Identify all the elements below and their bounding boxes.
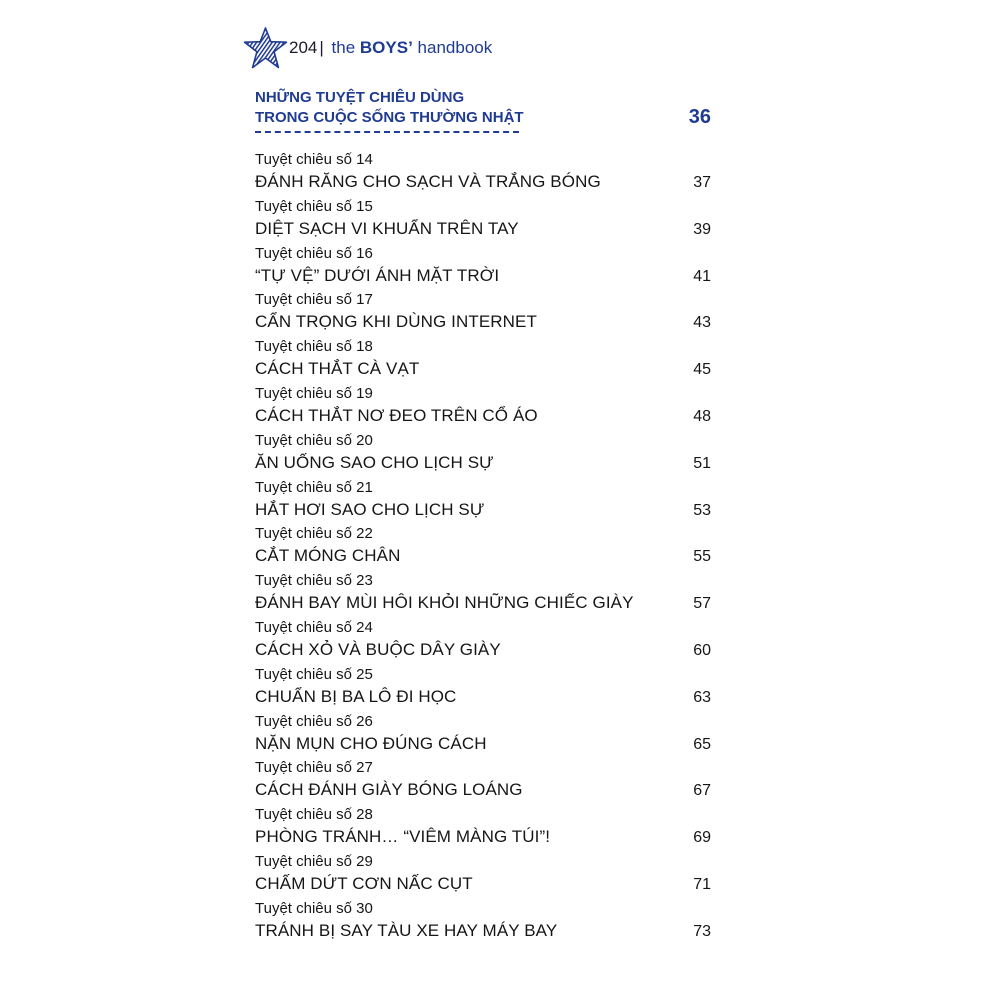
entry-title: CHẤM DỨT CƠN NẤC CỤT bbox=[255, 873, 473, 893]
entry-label: Tuyệt chiêu số 18 bbox=[255, 338, 373, 356]
toc-entry bbox=[255, 571, 711, 618]
entry-page-number: 39 bbox=[693, 220, 711, 238]
toc-list bbox=[255, 150, 711, 946]
entry-title: CHUẨN BỊ BA LÔ ĐI HỌC bbox=[255, 686, 457, 706]
toc-entry bbox=[255, 758, 711, 805]
section-title-line1: NHỮNG TUYỆT CHIÊU DÙNG bbox=[255, 89, 465, 106]
entry-page-number: 57 bbox=[693, 595, 711, 613]
toc-entry bbox=[255, 618, 711, 665]
entry-page-number: 67 bbox=[693, 782, 711, 800]
entry-title: ĂN UỐNG SAO CHO LỊCH SỰ bbox=[255, 452, 494, 472]
header-title-bold: BOYS’ bbox=[359, 38, 413, 57]
star-icon bbox=[243, 27, 288, 71]
entry-label: Tuyệt chiêu số 23 bbox=[255, 572, 373, 590]
entry-page-number: 41 bbox=[693, 267, 711, 285]
entry-page-number: 63 bbox=[693, 688, 711, 706]
toc-entry bbox=[255, 337, 711, 384]
section-page-number: 36 bbox=[688, 106, 711, 128]
entry-label: Tuyệt chiêu số 20 bbox=[255, 431, 373, 449]
toc-entry bbox=[255, 244, 711, 291]
entry-title: CÁCH ĐÁNH GIÀY BÓNG LOÁNG bbox=[255, 780, 523, 800]
entry-label: Tuyệt chiêu số 24 bbox=[255, 618, 373, 636]
entry-label: Tuyệt chiêu số 27 bbox=[255, 759, 373, 777]
entry-label: Tuyệt chiêu số 30 bbox=[255, 899, 373, 917]
entry-page-number: 51 bbox=[693, 454, 711, 472]
entry-title: ĐÁNH RĂNG CHO SẠCH VÀ TRẮNG BÓNG bbox=[255, 172, 601, 191]
toc-entry bbox=[255, 852, 711, 899]
header-page-number: 204 bbox=[289, 38, 318, 57]
entry-label: Tuyệt chiêu số 26 bbox=[255, 712, 373, 730]
entry-title: NẶN MỤN CHO ĐÚNG CÁCH bbox=[255, 733, 487, 753]
toc-entry bbox=[255, 384, 711, 431]
toc-entry bbox=[255, 712, 711, 759]
section-heading bbox=[255, 88, 524, 128]
toc-entry bbox=[255, 665, 711, 712]
header-title-prefix: the bbox=[331, 38, 356, 57]
entry-title: CÁCH XỎ VÀ BUỘC DÂY GIÀY bbox=[255, 639, 501, 659]
entry-page-number: 69 bbox=[693, 829, 711, 847]
entry-title: HẮT HƠI SAO CHO LỊCH SỰ bbox=[255, 499, 485, 519]
entry-title: CÁCH THẮT CÀ VẠT bbox=[255, 359, 420, 379]
entry-title: “TỰ VỆ” DƯỚI ÁNH MẶT TRỜI bbox=[255, 265, 500, 285]
toc-entry bbox=[255, 478, 711, 525]
entry-page-number: 37 bbox=[693, 174, 711, 191]
entry-title: CẨN TRỌNG KHI DÙNG INTERNET bbox=[255, 312, 537, 332]
entry-label: Tuyệt chiêu số 15 bbox=[255, 197, 373, 215]
heading-dashed-rule bbox=[255, 131, 519, 133]
toc-entry bbox=[255, 431, 711, 478]
entry-page-number: 43 bbox=[693, 314, 711, 332]
entry-title: PHÒNG TRÁNH… “VIÊM MÀNG TÚI”! bbox=[255, 827, 551, 847]
entry-page-number: 65 bbox=[693, 735, 711, 753]
entry-label: Tuyệt chiêu số 25 bbox=[255, 665, 373, 683]
entry-label: Tuyệt chiêu số 21 bbox=[255, 478, 373, 496]
entry-label: Tuyệt chiêu số 17 bbox=[255, 291, 373, 309]
toc-entry bbox=[255, 150, 711, 197]
entry-label: Tuyệt chiêu số 14 bbox=[255, 151, 373, 168]
entry-page-number: 73 bbox=[693, 922, 711, 940]
toc-entry bbox=[255, 290, 711, 337]
toc-entry bbox=[255, 805, 711, 852]
toc-entry bbox=[255, 899, 711, 946]
running-header bbox=[289, 37, 492, 59]
entry-title: ĐÁNH BAY MÙI HÔI KHỎI NHỮNG CHIẾC GIÀY bbox=[255, 593, 634, 613]
section-title-line2: TRONG CUỘC SỐNG THƯỜNG NHẬT bbox=[255, 109, 524, 126]
entry-page-number: 71 bbox=[693, 875, 711, 893]
entry-title: CẮT MÓNG CHÂN bbox=[255, 546, 401, 566]
entry-label: Tuyệt chiêu số 28 bbox=[255, 806, 373, 824]
entry-page-number: 60 bbox=[693, 641, 711, 659]
entry-label: Tuyệt chiêu số 19 bbox=[255, 384, 373, 402]
entry-page-number: 53 bbox=[693, 501, 711, 519]
header-separator: | bbox=[319, 38, 324, 57]
entry-title: TRÁNH BỊ SAY TÀU XE HAY MÁY BAY bbox=[255, 920, 558, 940]
entry-page-number: 55 bbox=[693, 548, 711, 566]
entry-page-number: 45 bbox=[693, 361, 711, 379]
toc-entry bbox=[255, 197, 711, 244]
entry-label: Tuyệt chiêu số 29 bbox=[255, 852, 373, 870]
entry-label: Tuyệt chiêu số 22 bbox=[255, 525, 373, 543]
toc-entry bbox=[255, 524, 711, 571]
header-title-suffix: handbook bbox=[417, 38, 493, 57]
entry-label: Tuyệt chiêu số 16 bbox=[255, 244, 373, 262]
entry-page-number: 48 bbox=[693, 407, 711, 425]
entry-title: DIỆT SẠCH VI KHUẨN TRÊN TAY bbox=[255, 218, 519, 238]
entry-title: CÁCH THẮT NƠ ĐEO TRÊN CỔ ÁO bbox=[255, 405, 538, 425]
